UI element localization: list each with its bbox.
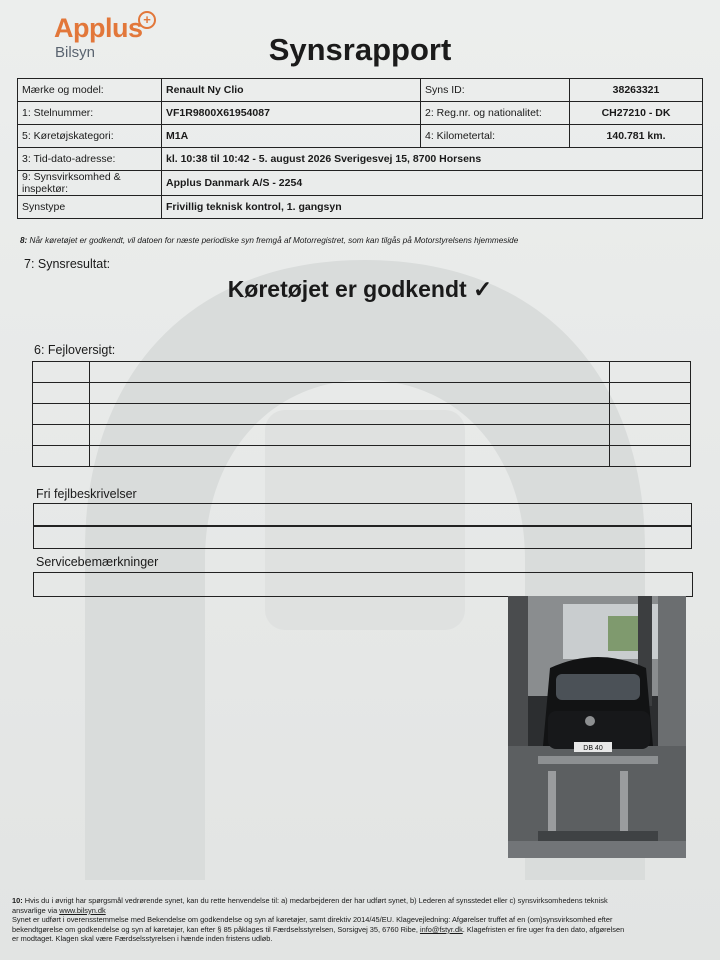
table-cell: [90, 446, 610, 467]
vehicle-info-table: [17, 78, 703, 219]
logo-plus-icon: +: [138, 11, 156, 29]
time-label: 3: Tid-dato-adresse:: [18, 148, 162, 171]
footnote-8: [20, 236, 518, 245]
footer-line: [12, 906, 708, 916]
footer-notes: [12, 896, 708, 944]
footer-line: [12, 925, 708, 935]
table-cell: [90, 425, 610, 446]
table-cell: [90, 383, 610, 404]
table-row: [33, 425, 691, 446]
table-cell: [33, 362, 90, 383]
footer-line: Synet er udført i overensstemmelse med Bekendelse om godkendelse og syn af køretøjer, samt direktiv 2014/45/EU. Klagevejledning: Afgørelser truffet af en (om)synsvirksomhed efter: [12, 915, 613, 925]
type-value: Frivillig teknisk kontrol, 1. gangsyn: [162, 196, 703, 219]
table-row: [33, 404, 691, 425]
footer-text: . Klagefristen er fire uger fra den dato, afgørelsen: [462, 924, 625, 934]
footer-line: er modtaget. Klagen skal være Færdselsstyrelsen i hænde inden fristens udløb.: [12, 934, 273, 944]
footer-line: [12, 896, 708, 906]
vehicle-photo: [508, 596, 686, 858]
type-label: Synstype: [18, 196, 162, 219]
footer-text: ansvarlige via: [12, 905, 60, 915]
errors-label: 6: Fejloversigt:: [34, 343, 116, 357]
fstyr-email-link[interactable]: info@fstyr.dk: [419, 924, 463, 934]
table-cell: [610, 383, 691, 404]
table-row: [33, 446, 691, 467]
vehicle-photo-image: [508, 596, 686, 858]
table-row: [33, 383, 691, 404]
free-description-label: Fri fejlbeskrivelser: [36, 487, 137, 501]
table-cell: [33, 446, 90, 467]
table-cell: [90, 362, 610, 383]
info-row: [18, 148, 703, 171]
logo-subtitle: Bilsyn: [55, 44, 96, 61]
company-label: 9: Synsvirksomhed & inspektør:: [18, 171, 162, 196]
table-row: [33, 362, 691, 383]
errors-table: [32, 361, 691, 467]
syns-id-value: 38263321: [570, 79, 703, 102]
table-cell: [33, 425, 90, 446]
reg-value: CH27210 - DK: [570, 102, 703, 125]
table-cell: [33, 404, 90, 425]
category-value: M1A: [162, 125, 421, 148]
category-label: 5: Køretøjskategori:: [18, 125, 162, 148]
info-row: [18, 196, 703, 219]
result-label: 7: Synsresultat:: [24, 257, 111, 271]
footer-text: Hvis du i øvrigt har spørgsmål vedrørende synet, kan du rette henvendelse til: a) medarbejderen der har udført synet, b) Lederen af synsstedet eller c) synsvirksomhedens teknisk: [22, 896, 608, 905]
license-plate: DB 40: [583, 745, 603, 752]
info-row: [18, 171, 703, 196]
free-description-line: [33, 526, 692, 549]
reg-label: 2: Reg.nr. og nationalitet:: [421, 102, 570, 125]
table-cell: [610, 404, 691, 425]
service-notes-box: [33, 572, 693, 597]
service-notes-label: Servicebemærkninger: [36, 555, 159, 569]
footer-text: bekendtgørelse om godkendelse og syn af køretøjer, kan efter § 85 påklages til Færdselsstyrelsen, Sorsigvej 35, 6760 Ribe,: [12, 924, 420, 934]
free-description-line: [33, 503, 692, 526]
company-value: Applus Danmark A/S - 2254: [162, 171, 703, 196]
time-value: kl. 10:38 til 10:42 - 5. august 2026 Sverigesvej 15, 8700 Horsens: [162, 148, 703, 171]
make-label: Mærke og model:: [18, 79, 162, 102]
result-text: Køretøjet er godkendt ✓: [227, 276, 493, 302]
vin-label: 1: Stelnummer:: [18, 102, 162, 125]
footnote-8-text: Når køretøjet er godkendt, vil datoen for næste periodiske syn fremgå af Motorregistret, som kan tilgås på Motorstyrelsens hjemmeside: [27, 236, 519, 245]
table-cell: [610, 446, 691, 467]
syns-id-label: Syns ID:: [421, 79, 570, 102]
footer-number: 10:: [12, 896, 23, 905]
table-cell: [33, 383, 90, 404]
table-cell: [610, 362, 691, 383]
info-row: [18, 79, 703, 102]
info-row: [18, 125, 703, 148]
km-label: 4: Kilometertal:: [421, 125, 570, 148]
vin-value: VF1R9800X61954087: [162, 102, 421, 125]
table-cell: [610, 425, 691, 446]
make-value: Renault Ny Clio: [162, 79, 421, 102]
info-row: [18, 102, 703, 125]
km-value: 140.781 km.: [570, 125, 703, 148]
bilsyn-link[interactable]: www.bilsyn.dk: [59, 905, 106, 915]
logo-brand: Applus: [54, 13, 143, 43]
page-title: Synsrapport: [268, 32, 452, 67]
footnote-8-number: 8:: [20, 236, 28, 245]
table-cell: [90, 404, 610, 425]
